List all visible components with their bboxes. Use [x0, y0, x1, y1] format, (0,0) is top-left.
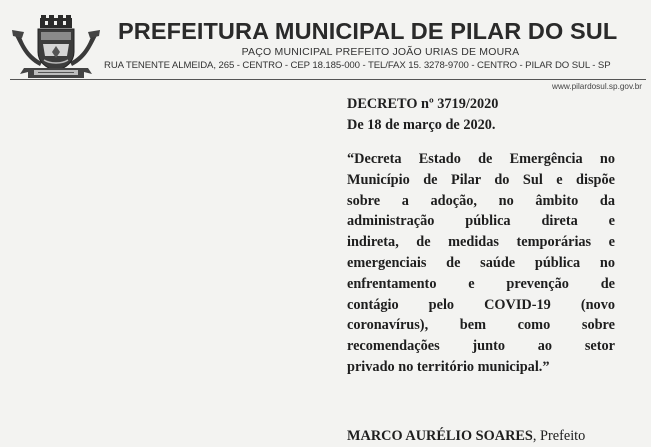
decree-ementa	[347, 149, 615, 378]
ementa-line: sobre a adoção, no âmbito da	[347, 192, 615, 209]
ementa-line: indireta, de medidas temporárias e	[347, 234, 615, 251]
signature-block	[347, 428, 585, 445]
header-subtitle: PAÇO MUNICIPAL PREFEITO JOÃO URIAS DE MOURA	[241, 46, 520, 58]
ementa-line: Município de Pilar do Sul e dispõe	[347, 171, 615, 188]
ementa-line: coronavírus), bem como sobre	[347, 317, 615, 334]
header-website-link[interactable]: www.pilardosul.sp.gov.br	[552, 82, 642, 91]
ementa-line: recomendações junto ao setor	[347, 338, 615, 355]
ementa-line: enfrentamento e prevenção de	[347, 275, 615, 292]
municipal-coat-of-arms-icon	[10, 14, 102, 80]
signatory-role: Prefeito	[540, 428, 586, 444]
ementa-line: privado no território municipal.”	[347, 358, 550, 375]
decree-date: De 18 de março de 2020.	[347, 117, 496, 133]
header-title: PREFEITURA MUNICIPAL DE PILAR DO SUL	[118, 18, 618, 44]
ementa-line: “Decreta Estado de Emergência no	[347, 151, 615, 167]
ementa-line: contágio pelo COVID-19 (novo	[347, 296, 615, 313]
ementa-line: emergenciais de saúde pública no	[347, 254, 615, 271]
signature-separator: ,	[532, 428, 537, 444]
decree-number: DECRETO nº 3719/2020	[347, 96, 499, 112]
header-divider	[10, 79, 646, 80]
header-address: RUA TENENTE ALMEIDA, 265 - CENTRO - CEP 18.185-000 - TEL/FAX 15. 3278-9700 - CENTRO - PILAR DO SUL - SP	[104, 60, 611, 71]
ementa-line: administração pública direta e	[347, 213, 615, 230]
signatory-name: MARCO AURÉLIO SOARES	[347, 428, 533, 444]
